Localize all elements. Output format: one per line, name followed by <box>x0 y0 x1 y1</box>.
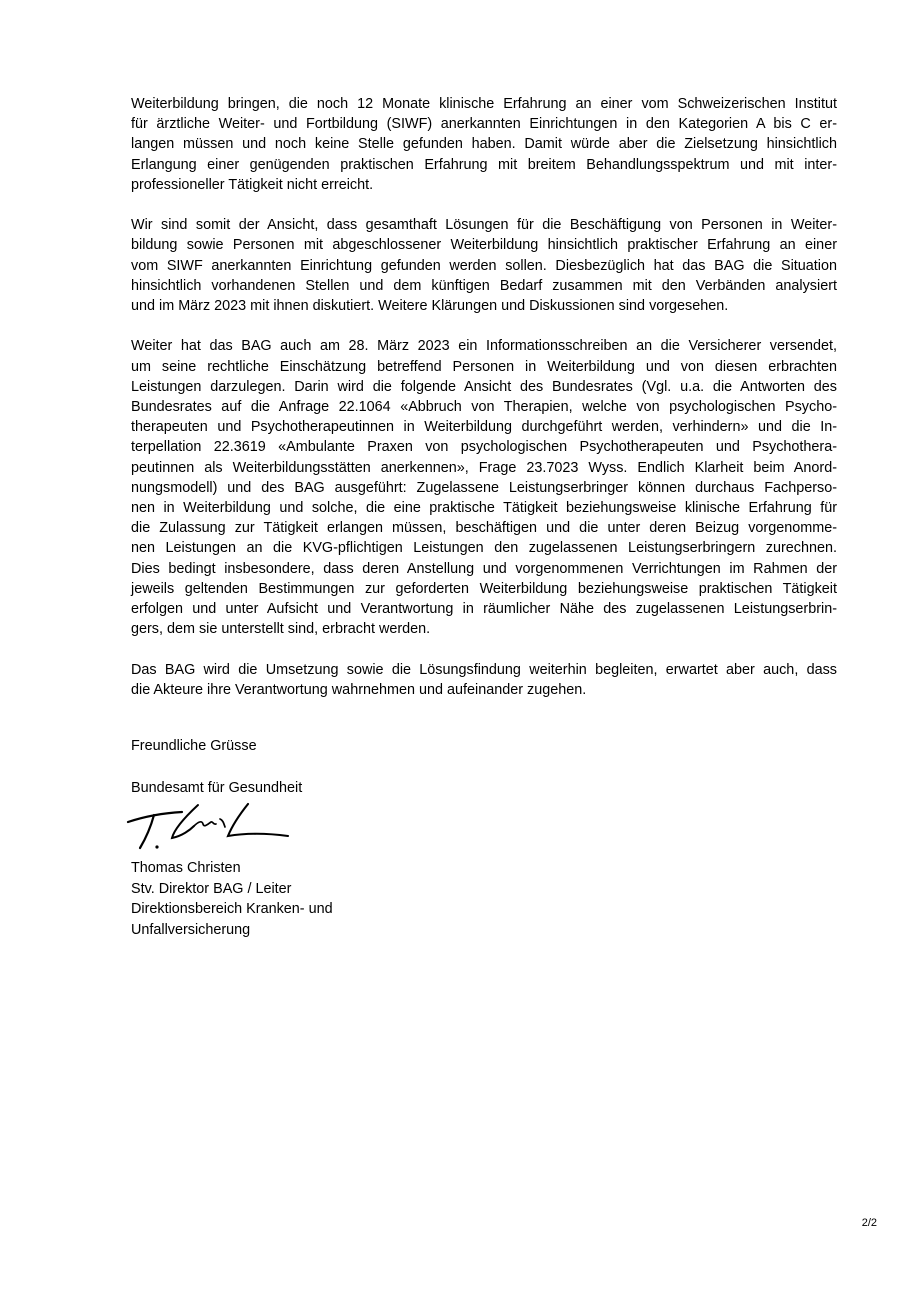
letter-body <box>131 94 837 720</box>
signer-block <box>131 858 333 940</box>
paragraph-2 <box>131 215 837 316</box>
text-line: bildung sowie Personen mit abgeschlossener Weiterbildung hinsichtlich praktischer Erfahrung an einer <box>131 237 837 254</box>
paragraph-3 <box>131 336 837 639</box>
text-line: Bundesrates auf die Anfrage 22.1064 «Abbruch von Therapien, welche von psychologischen Psycho- <box>131 399 837 416</box>
paragraph-4 <box>131 660 837 700</box>
text-line: um seine rechtliche Einschätzung betreffend Personen in Weiterbildung und von diesen erbrachten <box>131 358 837 375</box>
text-line: professioneller Tätigkeit nicht erreicht. <box>131 176 374 193</box>
text-line: nen Leistungen an die KVG-pflichtigen Leistungen den zugelassenen Leistungserbringern zurechnen. <box>131 540 837 557</box>
text-line: vom SIWF anerkannten Einrichtung gefunden werden sollen. Diesbezüglich hat das BAG die Situation <box>131 257 837 274</box>
paragraph-1 <box>131 94 837 195</box>
text-line: gers, dem sie unterstellt sind, erbracht werden. <box>131 621 431 638</box>
text-line: und im März 2023 mit ihnen diskutiert. Weitere Klärungen und Diskussionen sind vorgesehen. <box>131 298 729 315</box>
handwritten-signature <box>124 800 294 852</box>
signer-name: Thomas Christen <box>131 860 241 876</box>
text-line: Wir sind somit der Ansicht, dass gesamthaft Lösungen für die Beschäftigung von Personen in Weiter- <box>131 217 837 234</box>
text-line: jeweils geltenden Bestimmungen zur geforderten Weiterbildung beziehungsweise praktischen Tätigkeit <box>131 580 837 597</box>
text-line: nungsmodell) und des BAG ausgeführt: Zugelassene Leistungserbringer können durchaus Fachperso- <box>131 479 837 496</box>
text-line: für ärztliche Weiter- und Fortbildung (SIWF) anerkannten Einrichtungen in den Kategorien A bis C er- <box>131 116 837 133</box>
text-line: hinsichtlich vorhandenen Stellen und dem künftigen Bedarf zusammen mit den Verbänden analysiert <box>131 277 837 294</box>
closing-greeting: Freundliche Grüsse <box>131 738 257 754</box>
page-number: 2/2 <box>861 1217 877 1229</box>
text-line: langen müssen und noch keine Stelle gefunden haben. Damit würde aber die Zielsetzung hinsichtlich <box>131 136 837 153</box>
signer-title: Direktionsbereich Kranken- und <box>131 901 333 918</box>
text-line: terpellation 22.3619 «Ambulante Praxen von psychologischen Psychotherapeuten und Psychothera- <box>131 439 837 456</box>
text-line: peutinnen als Weiterbildungsstätten anerkennen», Frage 23.7023 Wyss. Endlich Klarheit beim Anord- <box>131 459 837 476</box>
text-line: Dies bedingt insbesondere, dass deren Anstellung und vorgenommenen Verrichtungen im Rahmen der <box>131 560 837 577</box>
text-line: Leistungen darzulegen. Darin wird die folgende Ansicht des Bundesrates (Vgl. u.a. die Antworten des <box>131 378 837 395</box>
organization-name: Bundesamt für Gesundheit <box>131 780 303 796</box>
text-line: nen in Weiterbildung und solche, die eine praktische Tätigkeit beziehungsweise klinische Erfahrung für <box>131 500 837 517</box>
text-line: therapeuten und Psychotherapeutinnen in Weiterbildung durchgeführt werden, verhindern» und die In- <box>131 419 837 436</box>
text-line: die Akteure ihre Verantwortung wahrnehmen und aufeinander zugehen. <box>131 681 587 698</box>
text-line: Erlangung einer genügenden praktischen Erfahrung mit breitem Behandlungsspektrum und mit inter- <box>131 156 837 173</box>
signer-title: Stv. Direktor BAG / Leiter <box>131 880 292 897</box>
text-line: Das BAG wird die Umsetzung sowie die Lösungsfindung weiterhin begleiten, erwartet aber auch, dass <box>131 661 837 678</box>
signer-title: Unfallversicherung <box>131 921 251 938</box>
text-line: erfolgen und unter Aufsicht und Verantwortung in räumlicher Nähe des zugelassenen Leistungserbrin- <box>131 601 837 618</box>
text-line: die Zulassung zur Tätigkeit erlangen müssen, beschäftigen und die unter deren Beizug vorgenomme- <box>131 520 837 537</box>
text-line: Weiterbildung bringen, die noch 12 Monate klinische Erfahrung an einer vom Schweizerischen Institut <box>131 96 837 112</box>
text-line: Weiter hat das BAG auch am 28. März 2023 ein Informationsschreiben an die Versicherer versendet, <box>131 338 837 355</box>
